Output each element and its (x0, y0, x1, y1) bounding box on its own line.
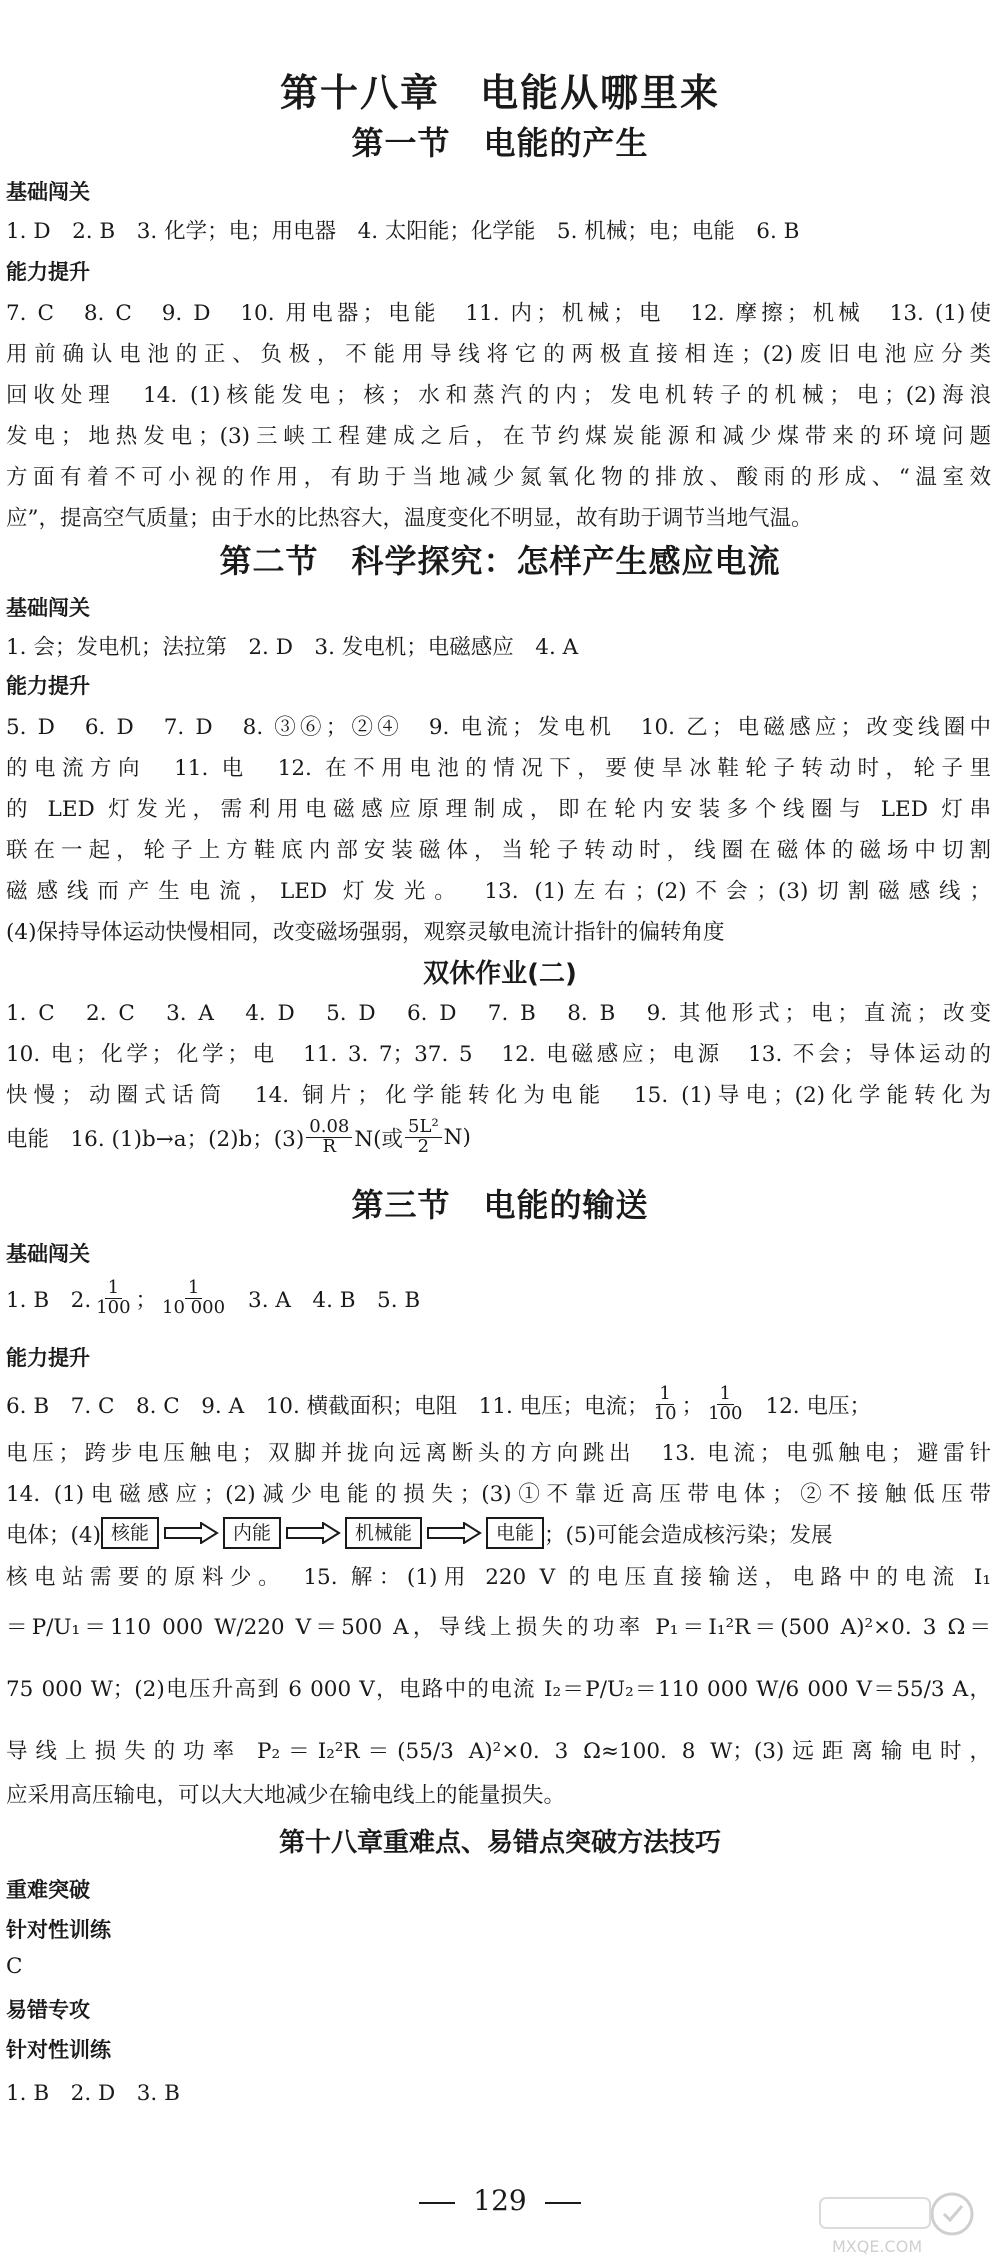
watermark-text: MXQE.COM (832, 2237, 923, 2256)
section3-calc-line: 导线上损失的功率 P₂＝I₂²R＝(55/3 A)²×0. 3 Ω≈100. 8 W；(3)远距离输电时， (6, 1739, 991, 1764)
fraction (306, 1115, 352, 1157)
page-number-dash (545, 2202, 581, 2204)
fraction-denominator: 10 000 (162, 1296, 226, 1318)
section2-ability-line: 的电流方向 11. 电 12. 在不用电池的情况下，要使旱冰鞋轮子转动时，轮子里 (6, 756, 991, 781)
homework-line: 快慢；动圈式话筒 14. 铜片；化学能转化为电能 15. (1)导电；(2)化学能转化为 (6, 1083, 991, 1108)
fraction-numerator: 5L² (405, 1118, 442, 1138)
section3-basic-prefix: 1. B 2. (6, 1287, 92, 1313)
flow-prefix: 电体；(4) (6, 1522, 101, 1548)
section2-ability-line: 联在一起，轮子上方鞋底内部安装磁体，当轮子转动时，线圈在磁体的磁场中切割 (6, 838, 991, 863)
section1-ability-line: 7. C 8. C 9. D 10. 用电器；电能 11. 内；机械；电 12. 摩擦；机械 13. (1)使 (6, 301, 991, 326)
homework-16-mid: N(或 (354, 1126, 404, 1152)
homework-16-prefix: 电能 16. (1)b→a；(2)b；(3) (6, 1126, 305, 1152)
separator: ； (681, 1393, 704, 1419)
fraction-denominator: 100 (708, 1402, 743, 1424)
section3-calc-line: 应采用高压输电，可以大大地减少在输电线上的能量损失。 (6, 1783, 566, 1808)
fraction-denominator: 10 (653, 1402, 677, 1424)
section2-ability-line: 5. D 6. D 7. D 8. ③⑥；②④ 9. 电流；发电机 10. 乙；电磁感应；改变线圈中 (6, 715, 991, 740)
watermark-logo (812, 2190, 982, 2260)
homework-16-suffix: N) (443, 1124, 471, 1150)
fraction-denominator: 100 (96, 1296, 131, 1318)
section1-ability-line: 应”，提高空气质量；由于水的比热容大，温度变化不明显，故有助于调节当地气温。 (6, 506, 813, 531)
fraction-denominator: R (322, 1135, 337, 1157)
review-training-label: 针对性训练 (6, 1918, 111, 1942)
hollow-arrow-icon (285, 1522, 341, 1544)
fraction (405, 1115, 442, 1157)
section1-ability-line: 用前确认电池的正、负极，不能用导线将它的两极直接相连；(2)废旧电池应分类 (6, 342, 991, 367)
chapter-title: 第十八章 电能从哪里来 (279, 71, 720, 115)
fraction (705, 1382, 745, 1424)
fraction-numerator: 1 (717, 1385, 734, 1405)
fraction-denominator: 2 (417, 1135, 430, 1157)
review-title: 第十八章重难点、易错点突破方法技巧 (278, 1828, 721, 1858)
review-error-answers: 1. B 2. D 3. B (6, 2081, 180, 2106)
section3-calc-line: 75 000 W；(2)电压升高到 6 000 V，电路中的电流 I₂＝P/U₂＝110 000 W/6 000 V＝55/3 A， (6, 1677, 991, 1702)
review-error-label: 易错专攻 (6, 1998, 90, 2022)
section3-ability-line: 14. (1)电磁感应；(2)减少电能的损失；(3)①不靠近高压带电体；②不接触低压带 (6, 1482, 991, 1507)
hollow-arrow-icon (163, 1522, 219, 1544)
review-training-label-2: 针对性训练 (6, 2038, 111, 2062)
section2-ability-line: (4)保持导体运动快慢相同，改变磁场强弱，观察灵敏电流计指针的偏转角度 (6, 920, 725, 945)
page-number-dash (419, 2202, 455, 2204)
section1-ability-line: 发电；地热发电；(3)三峡工程建成之后，在节约煤炭能源和减少煤带来的环境问题 (6, 424, 991, 449)
section2-ability-label: 能力提升 (6, 674, 90, 698)
section3-ability-line (6, 1378, 991, 1430)
section3-ab1-suffix: 12. 电压； (765, 1393, 871, 1419)
section3-ability-label: 能力提升 (6, 1346, 90, 1370)
section1-title: 第一节 电能的产生 (351, 124, 649, 162)
fraction (159, 1276, 228, 1318)
homework-line-16 (6, 1112, 991, 1162)
fraction (93, 1276, 133, 1318)
section2-ability-line: 磁感线而产生电流，LED 灯发光。 13. (1)左右；(2)不会；(3)切割磁感线； (6, 879, 991, 904)
fraction (651, 1382, 680, 1424)
section1-ability-label: 能力提升 (6, 260, 90, 284)
section2-basic-label: 基础闯关 (6, 596, 90, 620)
review-focus-answer: C (6, 1954, 23, 1979)
flow-box-nuclear: 核能 (101, 1517, 159, 1549)
section3-ab1-prefix: 6. B 7. C 8. C 9. A 10. 横截面积；电阻 11. 电压；电流； (6, 1393, 649, 1419)
fraction-numerator: 1 (656, 1385, 673, 1405)
section1-basic-line: 1. D 2. B 3. 化学；电；用电器 4. 太阳能；化学能 5. 机械；电；电能 6. B (6, 219, 800, 244)
homework-title: 双休作业(二) (423, 959, 577, 989)
section2-title: 第二节 科学探究：怎样产生感应电流 (219, 542, 781, 580)
separator: ； (135, 1287, 158, 1313)
section3-basic-suffix: 3. A 4. B 5. B (248, 1287, 421, 1313)
section3-ability-line: 电压；跨步电压触电；双脚并拢向远离断头的方向跳出 13. 电流；电弧触电；避雷针 (6, 1441, 991, 1466)
homework-line: 1. C 2. C 3. A 4. D 5. D 6. D 7. B 8. B 9. 其他形式；电；直流；改变 (6, 1001, 991, 1026)
review-focus-label: 重难突破 (6, 1878, 90, 1902)
fraction-numerator: 1 (185, 1279, 202, 1299)
energy-flow-line (6, 1514, 991, 1552)
section2-basic-line: 1. 会；发电机；法拉第 2. D 3. 发电机；电磁感应 4. A (6, 635, 579, 660)
hollow-arrow-icon (426, 1522, 482, 1544)
section3-calc-line: ＝P/U₁＝110 000 W/220 V＝500 A，导线上损失的功率 P₁＝I₁²R＝(500 A)²×0. 3 Ω＝ (6, 1615, 991, 1640)
section1-basic-label: 基础闯关 (6, 180, 90, 204)
fraction-numerator: 0.08 (306, 1118, 352, 1138)
flow-suffix: ；(5)可能会造成核污染；发展 (544, 1522, 833, 1548)
flow-box-internal: 内能 (223, 1517, 281, 1549)
homework-line: 10. 电；化学；化学；电 11. 3. 7；37. 5 12. 电磁感应；电源 13. 不会；导体运动的 (6, 1042, 991, 1067)
section2-ability-line: 的 LED 灯发光，需利用电磁感应原理制成，即在轮内安装多个线圈与 LED 灯串 (6, 797, 991, 822)
fraction-numerator: 1 (105, 1279, 122, 1299)
section3-basic-label: 基础闯关 (6, 1242, 90, 1266)
flow-box-mechanical: 机械能 (345, 1517, 422, 1549)
section1-ability-line: 方面有着不可小视的作用，有助于当地减少氮氧化物的排放、酸雨的形成、“温室效 (6, 465, 991, 490)
flow-box-electrical: 电能 (486, 1517, 544, 1549)
section3-basic-line (6, 1272, 991, 1324)
page-number-text: 129 (473, 2184, 527, 2217)
section3-ability-line: 核电站需要的原料少。 15. 解：(1)用 220 V 的电压直接输送，电路中的电流 I₁ (6, 1565, 991, 1590)
section1-ability-line: 回收处理 14. (1)核能发电；核；水和蒸汽的内；发电机转子的机械；电；(2)海浪 (6, 383, 991, 408)
section3-title: 第三节 电能的输送 (351, 1186, 649, 1224)
